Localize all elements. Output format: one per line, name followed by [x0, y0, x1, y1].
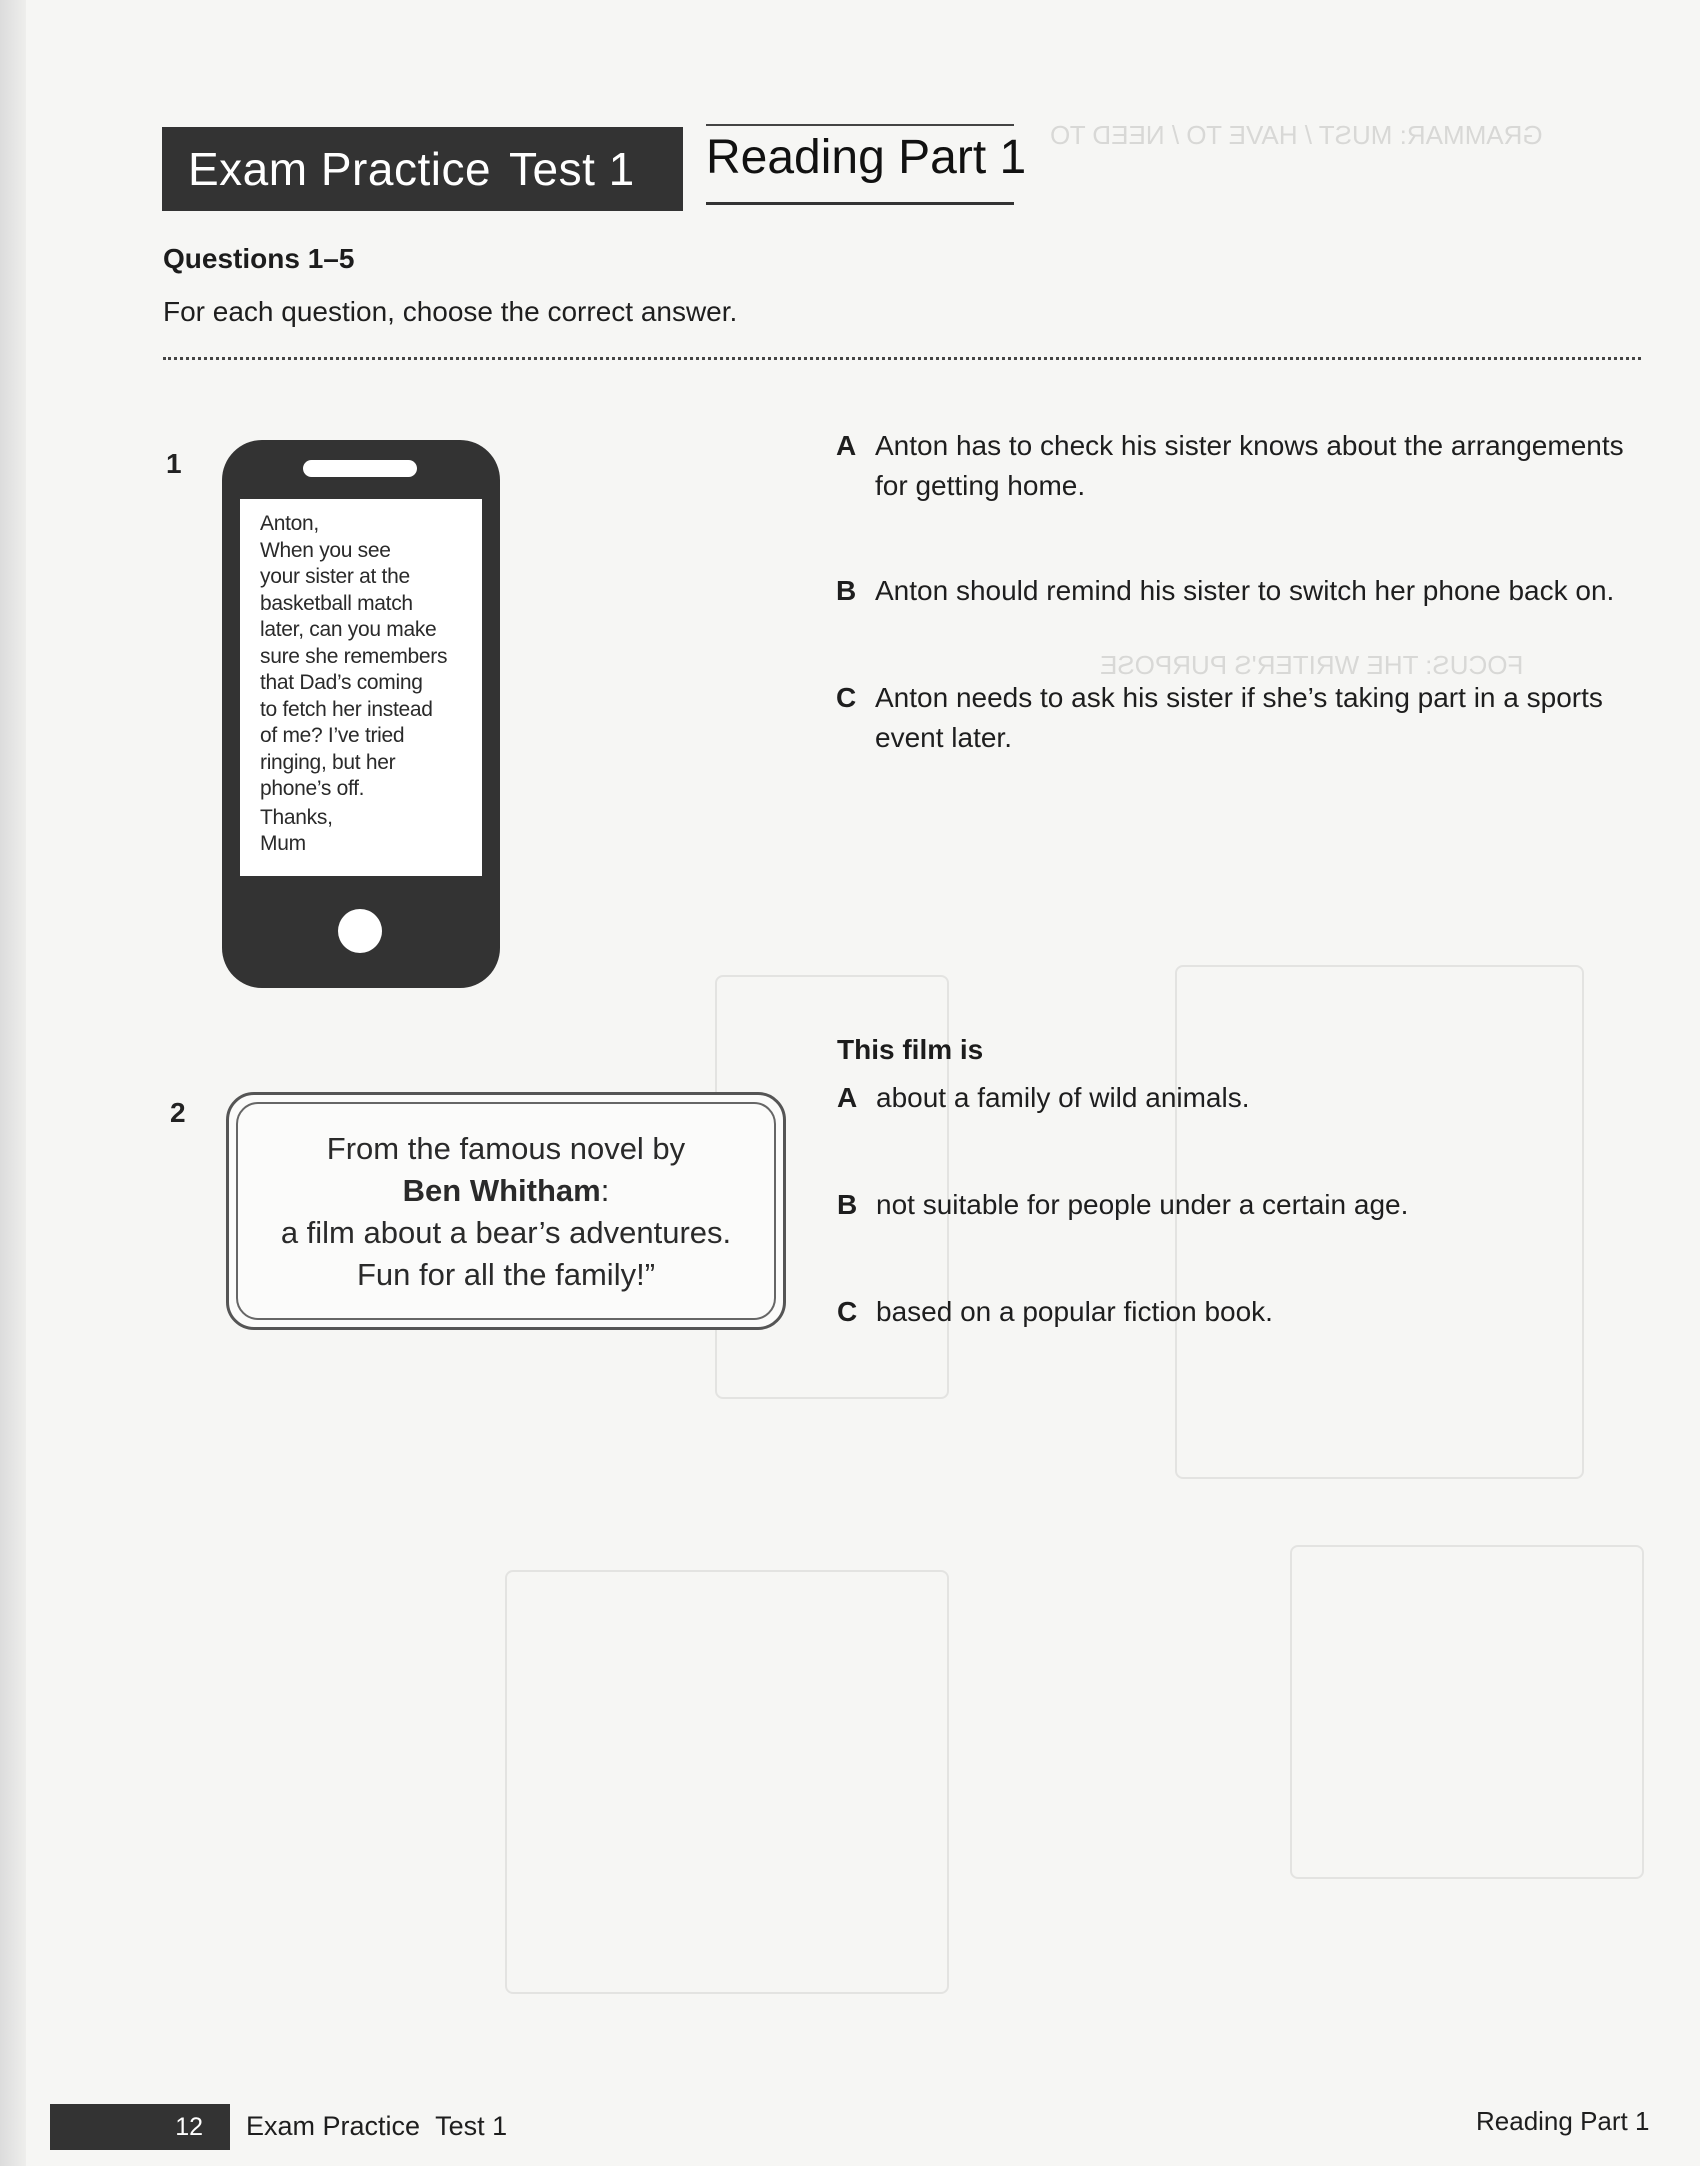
show-through-text: GRAMMAR: MUST / HAVE TO / NEED TO: [1050, 120, 1543, 150]
phone-home-button-icon: [338, 909, 382, 953]
option-text: based on a popular fiction book.: [876, 1296, 1273, 1327]
footer-test-label: Exam Practice Test 1: [246, 2111, 508, 2141]
message-line: to fetch her instead: [260, 697, 433, 721]
show-through-box: [1290, 1545, 1644, 1879]
exam-label: Exam Practice: [188, 143, 492, 195]
test-label: Test 1: [509, 143, 635, 195]
option-text: Anton should remind his sister to switch her phone back on.: [875, 575, 1615, 606]
message-line: your sister at the: [260, 565, 410, 588]
notice-author: Ben Whitham: [402, 1173, 601, 1208]
q1-option-c[interactable]: [836, 678, 1656, 762]
show-through-text: FOCUS: THE WRITER'S PURPOSE: [1100, 650, 1524, 680]
film-notice-text: [236, 1102, 776, 1320]
q2-option-a[interactable]: [837, 1078, 1637, 1120]
option-letter: B: [836, 575, 857, 606]
page-number-bar: [50, 2104, 230, 2150]
notice-line: a film about a bear’s adventures.: [280, 1215, 732, 1250]
phone-message: [240, 499, 482, 876]
page-number: 12: [175, 2112, 203, 2141]
message-line: that Dad’s coming: [260, 671, 423, 694]
question-number-2: 2: [170, 1097, 186, 1128]
footer-section-label: Reading Part 1: [1476, 2106, 1650, 2136]
message-line: When you see: [260, 538, 391, 562]
option-letter: A: [837, 1082, 858, 1113]
message-line: Thanks,: [260, 805, 333, 829]
dotted-divider: [163, 357, 1641, 360]
questions-heading: Questions 1–5: [163, 243, 355, 274]
message-line: sure she remembers: [260, 644, 448, 668]
notice-line: From the famous novel by: [326, 1131, 686, 1166]
section-title-rule-top: [706, 124, 1014, 126]
option-letter: A: [836, 430, 857, 461]
option-letter: B: [837, 1189, 858, 1220]
option-text: Anton needs to ask his sister if she’s taking part in a sports event later.: [875, 682, 1603, 753]
message-line: Mum: [260, 832, 306, 855]
message-line: basketball match: [260, 591, 413, 615]
q2-option-c[interactable]: [837, 1292, 1637, 1334]
message-line: ringing, but her: [260, 750, 396, 774]
phone-speaker-icon: [303, 460, 417, 477]
phone-illustration: [222, 440, 500, 988]
message-line: Anton,: [260, 512, 319, 535]
instruction-text: For each question, choose the correct answer.: [163, 296, 738, 327]
exam-practice-banner: [162, 127, 683, 211]
q1-option-b[interactable]: [836, 571, 1656, 613]
section-title-rule-bottom: [706, 202, 1014, 205]
option-text: Anton has to check his sister knows about the arrangements for getting home.: [875, 430, 1624, 501]
film-notice: [226, 1092, 786, 1330]
question-number-1: 1: [166, 448, 182, 479]
show-through-box: [505, 1570, 949, 1994]
section-title: Reading Part 1: [706, 131, 1027, 184]
option-text: not suitable for people under a certain age.: [876, 1189, 1409, 1220]
q1-option-a[interactable]: [836, 426, 1656, 510]
message-line: later, can you make: [260, 618, 437, 641]
q2-option-b[interactable]: [837, 1185, 1637, 1227]
notice-line: Ben Whitham:: [402, 1173, 610, 1208]
option-letter: C: [836, 682, 857, 713]
question-stem: This film is: [837, 1034, 984, 1065]
message-line: of me? I’ve tried: [260, 724, 405, 747]
page-edge: [0, 0, 26, 2166]
option-text: about a family of wild animals.: [876, 1082, 1250, 1113]
notice-line: Fun for all the family!”: [356, 1257, 656, 1292]
option-letter: C: [837, 1296, 858, 1327]
message-line: phone’s off.: [260, 777, 365, 800]
